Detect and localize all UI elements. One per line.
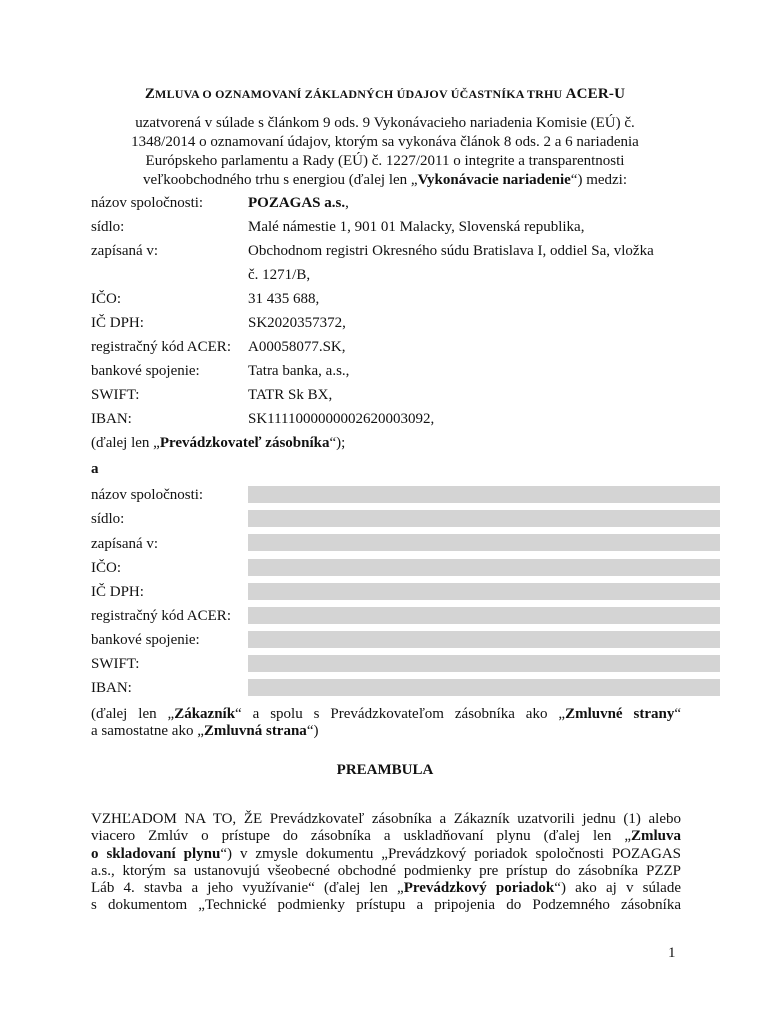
- intro-paragraph: [80, 114, 690, 190]
- label-bank-2: bankové spojenie:: [91, 632, 200, 648]
- value-iban: SK1111000000002620003092,: [248, 411, 435, 427]
- label-ico-2: IČO:: [91, 560, 121, 576]
- preamble-line: [91, 827, 681, 846]
- value-registered: Obchodnom registri Okresného súdu Bratislava I, oddiel Sa, vložka: [248, 243, 654, 259]
- intro-line: Európskeho parlamentu a Rady (EÚ) č. 1227/2011 o integrite a transparentnosti: [145, 153, 625, 169]
- intro-line: 1348/2014 o oznamovaní údajov, ktorým sa vykonáva článok 8 ods. 2 a 6 nariadenia: [131, 134, 639, 150]
- title-initial: Z: [144, 86, 156, 102]
- conjunction-and: a: [91, 461, 99, 477]
- label-icdph: IČ DPH:: [91, 315, 144, 331]
- value-acer-code: A00058077.SK,: [248, 339, 346, 355]
- alias-text: “: [674, 706, 682, 722]
- value-icdph: SK2020357372,: [248, 315, 346, 331]
- alias-text: (ďalej len „: [91, 435, 160, 451]
- value-seat: Malé námestie 1, 901 01 Malacky, Slovenská republika,: [248, 219, 585, 235]
- preamble-text: Láb 4. stavba a jeho využívanie“ (ďalej len „: [91, 880, 404, 896]
- label-swift-2: SWIFT:: [91, 656, 140, 672]
- label-company-name: názov spoločnosti:: [91, 195, 204, 211]
- defined-term: Zmluva: [630, 828, 681, 844]
- preamble-text: “) ako aj v súlade: [554, 880, 681, 896]
- defined-term: o skladovaní plynu: [91, 846, 221, 862]
- label-company-name-2: názov spoločnosti:: [91, 487, 204, 503]
- preamble-text: “) v zmysle dokumentu „Prevádzkový poriadok spoločnosti POZAGAS: [220, 846, 681, 862]
- intro-line: [80, 171, 690, 190]
- iban-field[interactable]: [248, 679, 720, 696]
- alias-text: “ a spolu s Prevádzkovateľom zásobníka ako „: [235, 706, 566, 722]
- value-company-name: [248, 192, 349, 214]
- title-text: MLUVA O OZNAMOVANÍ ZÁKLADNÝCH ÚDAJOV ÚČASTNÍKA TRHU: [155, 87, 566, 101]
- defined-term: Zákazník: [174, 706, 236, 722]
- company-name-field[interactable]: [248, 486, 720, 503]
- defined-term: Zmluvné strany: [565, 706, 675, 722]
- swift-field[interactable]: [248, 655, 720, 672]
- preamble-line: VZHĽADOM NA TO, ŽE Prevádzkovateľ zásobníka a Zákazník uzatvorili jednu (1) alebo: [91, 811, 681, 827]
- defined-term: Vykonávacie nariadenie: [417, 172, 571, 188]
- title-suffix: -U: [608, 86, 626, 102]
- alias-text: (ďalej len „: [91, 706, 175, 722]
- section-heading-preamble: PREAMBULA: [336, 762, 434, 778]
- preamble-text: viacero Zmlúv o prístupe do zásobníka a uskladňovaní plynu (ďalej len „: [91, 828, 631, 844]
- defined-term: Prevádzkový poriadok: [403, 880, 555, 896]
- label-seat-2: sídlo:: [91, 511, 125, 527]
- label-iban-2: IBAN:: [91, 680, 132, 696]
- label-acer-code: registračný kód ACER:: [91, 339, 231, 355]
- value-swift: TATR Sk BX,: [248, 387, 333, 403]
- registered-field[interactable]: [248, 534, 720, 551]
- label-swift: SWIFT:: [91, 387, 140, 403]
- value-ico: 31 435 688,: [248, 291, 320, 307]
- defined-term: Prevádzkovateľ zásobníka: [159, 435, 330, 451]
- alias-text: a samostatne ako „: [91, 723, 204, 739]
- label-ico: IČO:: [91, 291, 121, 307]
- label-iban: IBAN:: [91, 411, 132, 427]
- ico-field[interactable]: [248, 559, 720, 576]
- party1-alias: [91, 432, 345, 454]
- document-title: [0, 86, 770, 103]
- icdph-field[interactable]: [248, 583, 720, 600]
- intro-text: “) medzi:: [570, 172, 628, 188]
- page-number: 1: [668, 945, 676, 961]
- preamble-line: s dokumentom „Technické podmienky prístupu a pripojenia do Podzemného zásobníka: [91, 897, 681, 913]
- alias-text: “): [306, 723, 319, 739]
- preamble-line: a.s., ktorým sa ustanovujú všeobecné obchodné podmienky pre prístup do zásobníka PZZP: [91, 863, 681, 879]
- label-registered: zapísaná v:: [91, 243, 159, 259]
- title-acer: ACER: [565, 86, 609, 102]
- alias-text: “);: [329, 435, 346, 451]
- defined-term: Zmluvná strana: [203, 723, 307, 739]
- acer-code-field[interactable]: [248, 607, 720, 624]
- company-name-bold: POZAGAS a.s.: [248, 195, 346, 211]
- intro-line: uzatvorená v súlade s článkom 9 ods. 9 Vykonávacieho nariadenia Komisie (EÚ) č.: [135, 115, 635, 131]
- punct: ,: [345, 195, 349, 211]
- value-registered-cont: č. 1271/B,: [248, 267, 311, 283]
- label-registered-2: zapísaná v:: [91, 536, 159, 552]
- value-bank: Tatra banka, a.s.,: [248, 363, 350, 379]
- label-bank: bankové spojenie:: [91, 363, 200, 379]
- label-seat: sídlo:: [91, 219, 125, 235]
- label-acer-code-2: registračný kód ACER:: [91, 608, 231, 624]
- label-icdph-2: IČ DPH:: [91, 584, 144, 600]
- intro-text: veľkoobchodného trhu s energiou (ďalej len „: [142, 172, 418, 188]
- bank-field[interactable]: [248, 631, 720, 648]
- seat-field[interactable]: [248, 510, 720, 527]
- party2-alias-line2: [91, 722, 318, 741]
